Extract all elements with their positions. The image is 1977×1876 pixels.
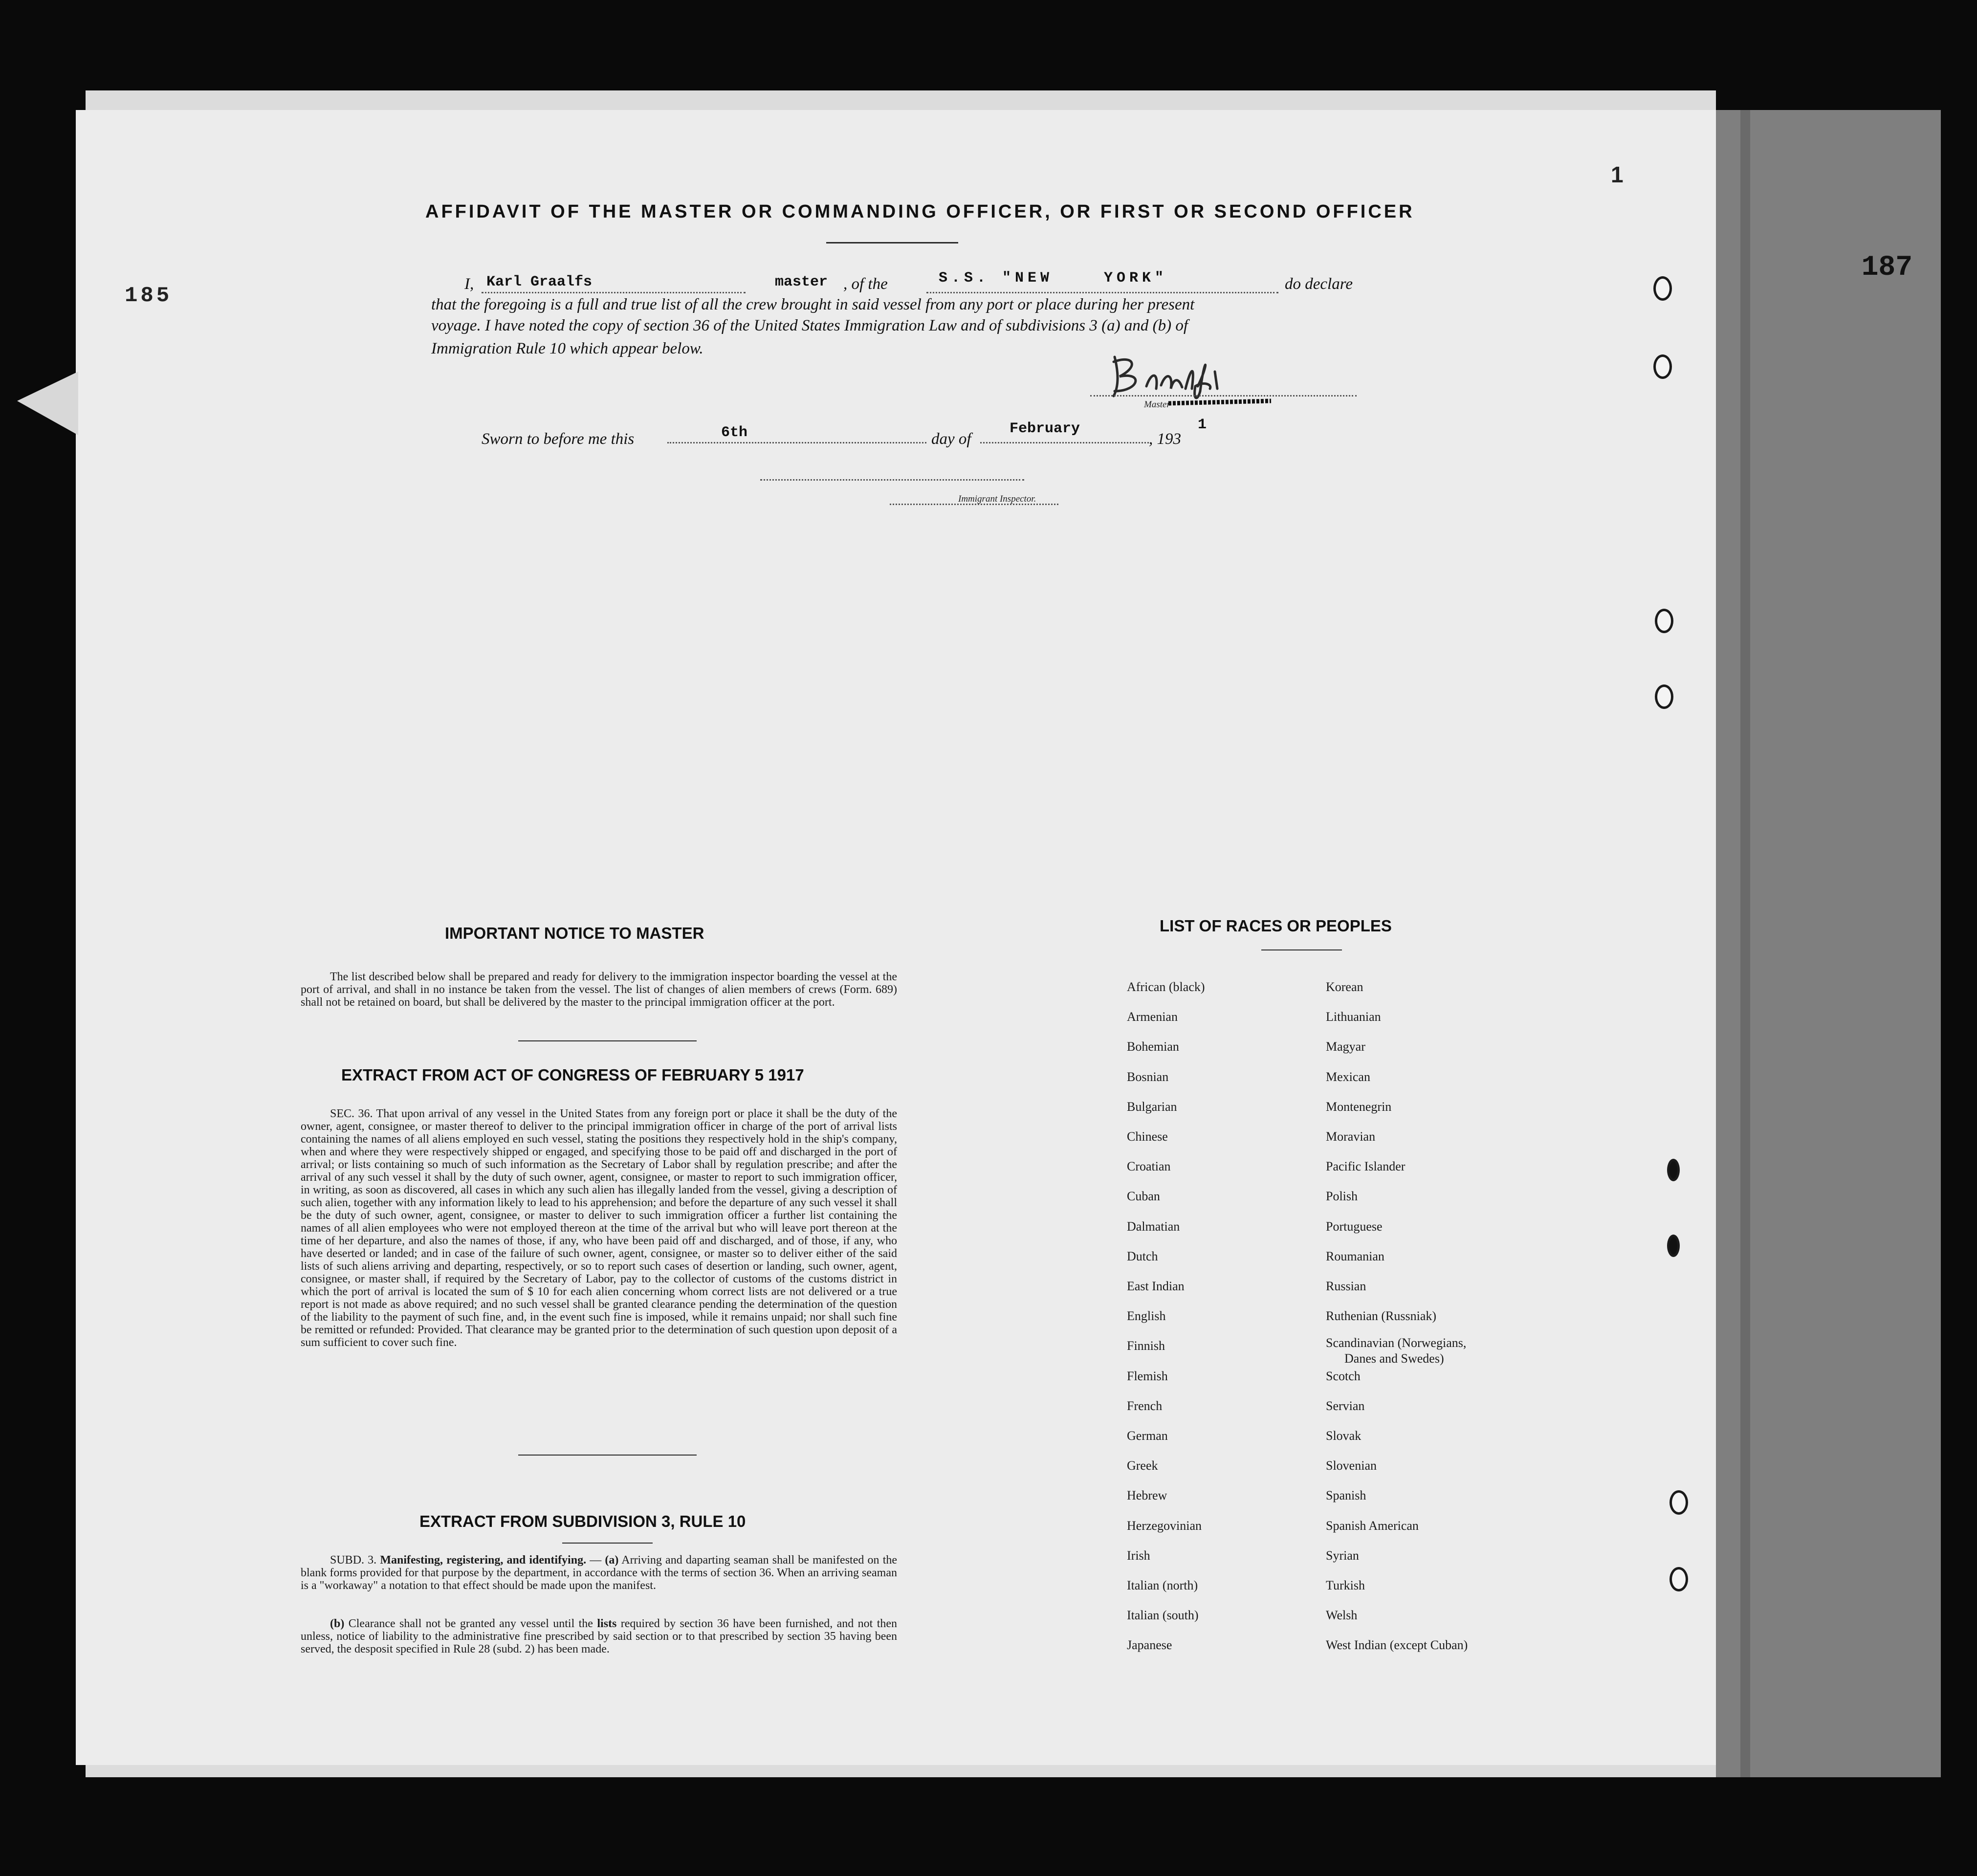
affidavit-do-declare: do declare <box>1285 275 1353 293</box>
affidavit-line-4: Immigration Rule 10 which appear below. <box>431 340 703 357</box>
notice-heading: IMPORTANT NOTICE TO MASTER <box>445 924 704 942</box>
race-list-item: Slovak <box>1326 1429 1362 1443</box>
race-list-item: Scotch <box>1326 1369 1361 1383</box>
sworn-day-of: day of <box>931 430 971 448</box>
race-list-item: African (black) <box>1127 980 1205 994</box>
punch-hole <box>1653 354 1672 379</box>
notice-text: The list described below shall be prepared and ready for delivery to the immigration inspector boarding the vessel at the port of arrival, and shall in no instance be taken from the vessel. The list of changes of alien members of crews (Form. 689) shall not be retained on board, but shall be delivered by the master to the principal immigration officer at the port. <box>301 971 897 1009</box>
affidavit-of-the: , of the <box>843 275 888 293</box>
underlying-page-number: 187 <box>1861 252 1912 284</box>
sworn-year-digit: 1 <box>1198 417 1207 433</box>
race-list-item: Syrian <box>1326 1548 1359 1563</box>
act-text: SEC. 36. That upon arrival of any vessel in the United States from any foreign port or place it shall be the duty of the owner, agent, consignee, or master thereof to deliver to the principal immigration officer in charge of the port of arrival lists containing the names of all aliens employed en such vessel, stating the positions they respectively hold in the ship's company, when and where they were respectively shipped or engaged, and specifying those to be paid off and discharged in the port of arrival; or lists containing so much of such information as the Secretary of Labor shall by regulation prescribe; and after the arrival of any such vessel it shall by the duty of such owner, agent, consignee, or master to report to such immigration officer, in writing, as soon as discovered, all cases in which any such alien has illegally landed from the vessel, giving a description of such alien, together with any information likely to lead to his apprehension; and before the departure of any such vessel it shall be the duty of such owner, agent, consignee, or master to deliver to such immigration officer a further list containing the names of all alien employees who were not employed thereon at the time of the arrival but who will leave port thereon at the time of her departure, and also the names of those, if any, who have been paid off and discharged, and of those, if any, who have deserted or landed; and in case of the failure of such owner, agent, consignee, or master so to deliver either of the said lists of such aliens arriving and departing, respectively, or so to report such cases of desertion or landing, such owner, agent, consignee, or master shall, if required by the Secretary of Labor, pay to the collector of customs of the customs district in which the port of arrival is located the sum of $ 10 for each alien concerning whom correct lists are not delivered or a true report is not made as above required; and no such vessel shall be granted clearance pending the determination of the question of the liability to the payment of such fine, and, in the event such fine is imposed, while it remains unpaid; nor shall such fine be remitted or refunded: Provided. That clearance may be granted prior to the determination of such question upon deposit of a sum sufficient to cover such fine. <box>301 1107 897 1349</box>
underlying-sheet-edge <box>1740 110 1750 1777</box>
rule-dash: — <box>586 1554 605 1567</box>
race-list-item: Slovenian <box>1326 1458 1377 1473</box>
race-list-item: Polish <box>1326 1189 1358 1203</box>
sworn-month-line <box>980 442 1149 443</box>
rule-a-text: Arriving and daparting seaman shall be manifested on the blank forms provided for that purpose by the department, in accordance with the terms of section 36. When an arriving seaman is a "workaway" a notation to that effect should be made upon the manifest. <box>301 1554 898 1592</box>
races-list <box>1124 980 1516 1665</box>
race-list-item: Servian <box>1326 1399 1365 1413</box>
race-list-item: Japanese <box>1127 1638 1172 1652</box>
act-heading: EXTRACT FROM ACT OF CONGRESS OF FEBRUARY 5 1917 <box>341 1066 804 1084</box>
rule-b-text-2: required by section 36 have been furnished, and not then unless, notice of liability to the administrative fine prescribed by said section or to that prescribed by section 35 having been served, the desposit specified in Rule 28 (subd. 2) has been made. <box>301 1617 898 1655</box>
vessel-name-field: S.S. "NEW YORK" <box>939 270 1168 287</box>
margin-mark: 185 <box>125 284 173 308</box>
affidavit-line-3: voyage. I have noted the copy of section 36 of the United States Immigration Law and of subdivisions 3 (a) and (b) of <box>431 317 1188 334</box>
race-list-item: Ruthenian (Russniak) <box>1326 1309 1437 1323</box>
title-divider <box>826 242 958 243</box>
rule-subd-title: Manifesting, registering, and identifying. <box>380 1554 587 1567</box>
rank-field: master <box>775 274 828 290</box>
punch-hole <box>1667 1159 1680 1181</box>
race-list-item: Russian <box>1326 1279 1366 1293</box>
race-list-item: Cuban <box>1127 1189 1160 1203</box>
race-list-item: Mexican <box>1326 1070 1370 1084</box>
underlying-sheet <box>1706 110 1941 1777</box>
race-list-item: Montenegrin <box>1326 1100 1392 1114</box>
sworn-day-field: 6th <box>721 424 748 441</box>
race-list-item: Pacific Islander <box>1326 1159 1406 1173</box>
affidavit-pre-name: I, <box>464 275 474 293</box>
race-list-item: Herzegovinian <box>1127 1519 1202 1533</box>
race-list-item: Spanish American <box>1326 1519 1419 1533</box>
race-list-item: East Indian <box>1127 1279 1185 1293</box>
rule-a-label: (a) <box>605 1554 619 1567</box>
race-list-item: Dutch <box>1127 1249 1158 1263</box>
rule-b-text-1: Clearance shall not be granted any vessel until the <box>348 1617 593 1630</box>
sworn-prefix: Sworn to before me this <box>482 430 635 448</box>
race-list-item: Magyar <box>1326 1039 1365 1054</box>
sworn-month-field: February <box>1010 420 1080 437</box>
race-list-item: Dalmatian <box>1127 1219 1180 1234</box>
race-list-item: Turkish <box>1326 1578 1365 1592</box>
race-list-item: Moravian <box>1326 1129 1376 1144</box>
vessel-name-line <box>926 292 1278 293</box>
punch-hole <box>1669 1567 1688 1591</box>
rule-paragraph-a <box>301 1554 897 1592</box>
rule-b-label: (b) <box>330 1617 345 1630</box>
race-list-item: German <box>1127 1429 1168 1443</box>
rule-b-lists: lists <box>597 1617 617 1630</box>
race-list-item: Hebrew <box>1127 1488 1167 1502</box>
race-list-item: Spanish <box>1326 1488 1366 1502</box>
affidavit-line-2: that the foregoing is a full and true list of all the crew brought in said vessel from any port or place during her present <box>431 296 1195 313</box>
sworn-day-line <box>667 442 926 443</box>
race-list-item: Chinese <box>1127 1129 1168 1144</box>
act-divider <box>518 1455 697 1456</box>
signature-line <box>1090 395 1357 397</box>
inspector-caption: Immigrant Inspector. <box>958 494 1036 504</box>
race-list-item: Finnish <box>1127 1339 1165 1353</box>
race-list-item: Scandinavian (Norwegians, <box>1326 1336 1467 1350</box>
affidavit-title: AFFIDAVIT OF THE MASTER OR COMMANDING OFFICER, OR FIRST OR SECOND OFFICER <box>425 201 1415 222</box>
master-name-line <box>482 292 746 293</box>
race-list-item: Bulgarian <box>1127 1100 1177 1114</box>
rule-heading: EXTRACT FROM SUBDIVISION 3, RULE 10 <box>419 1512 746 1530</box>
race-list-item: Flemish <box>1127 1369 1168 1383</box>
punch-hole <box>1669 1490 1688 1515</box>
race-list-item: Croatian <box>1127 1159 1171 1173</box>
torn-paper-flap <box>17 372 78 435</box>
inspector-signature-line <box>760 479 1024 481</box>
race-list-item: French <box>1127 1399 1163 1413</box>
punch-hole <box>1655 609 1673 633</box>
race-list-item: Greek <box>1127 1458 1158 1473</box>
race-list-item: Bosnian <box>1127 1070 1169 1084</box>
race-list-item: Portuguese <box>1326 1219 1383 1234</box>
punch-hole <box>1667 1235 1680 1257</box>
race-list-item: Korean <box>1326 980 1363 994</box>
punch-hole <box>1653 276 1672 301</box>
rule-subd-label: SUBD. 3. <box>330 1554 377 1567</box>
sworn-year-prefix: , 193 <box>1149 430 1181 448</box>
races-divider <box>1261 949 1342 950</box>
race-list-item: Irish <box>1127 1548 1150 1563</box>
race-list-item: Lithuanian <box>1326 1010 1381 1024</box>
race-list-item: West Indian (except Cuban) <box>1326 1638 1468 1652</box>
races-heading: LIST OF RACES OR PEOPLES <box>1160 917 1392 935</box>
race-list-item: Welsh <box>1326 1608 1358 1622</box>
rule-paragraph-b <box>301 1617 897 1655</box>
race-list-item: Danes and Swedes) <box>1344 1351 1444 1366</box>
signature-caption: Master <box>1144 399 1170 410</box>
race-list-item: Italian (north) <box>1127 1578 1198 1592</box>
rule-divider <box>562 1543 653 1544</box>
race-list-item: Armenian <box>1127 1010 1178 1024</box>
race-list-item: Roumanian <box>1326 1249 1384 1263</box>
notice-divider <box>518 1040 697 1041</box>
master-name-field: Karl Graalfs <box>486 274 593 290</box>
race-list-item: English <box>1127 1309 1166 1323</box>
punch-hole <box>1655 684 1673 709</box>
corner-mark: 1 <box>1611 162 1624 187</box>
race-list-item: Bohemian <box>1127 1039 1179 1054</box>
race-list-item: Italian (south) <box>1127 1608 1199 1622</box>
